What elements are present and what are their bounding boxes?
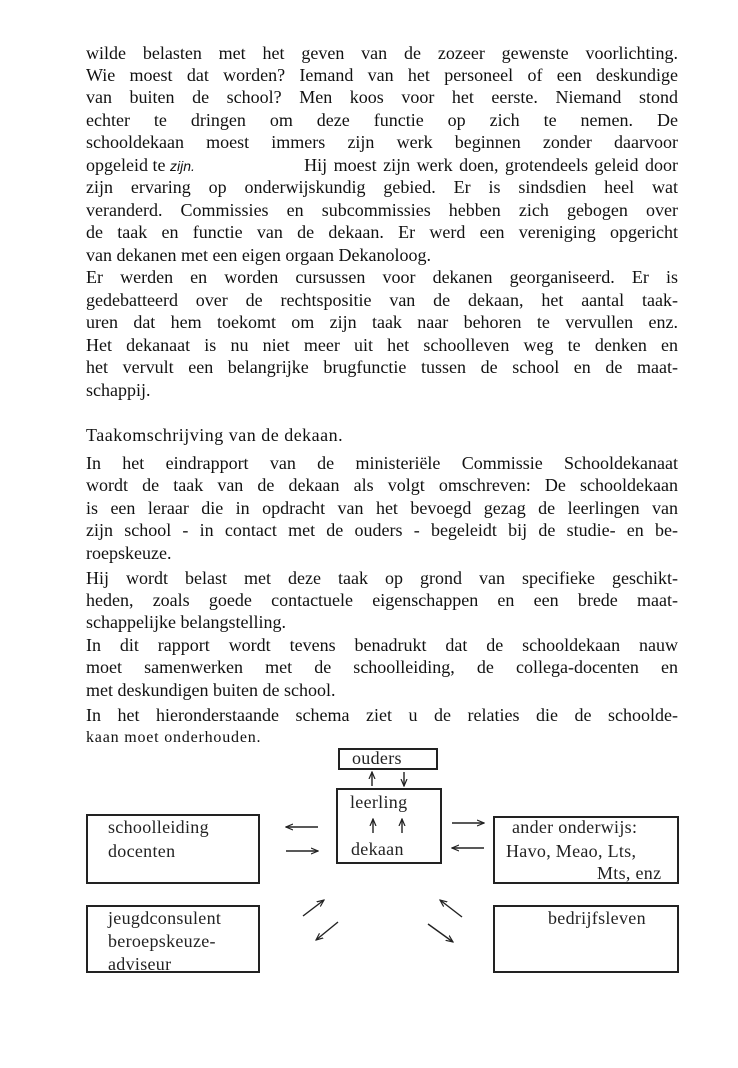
- beroepskeuze-label: beroepskeuze-: [108, 931, 216, 951]
- text-line: is een leraar die in opdracht van het bevoegd gezag de leerlingen van: [86, 498, 678, 518]
- text-line: heden, zoals goede contactuele eigenschappen en een brede maat-: [86, 590, 678, 610]
- text-line: uren dat hem toekomt om zijn taak naar behoren te vervullen enz.: [86, 312, 678, 332]
- text-line: echter te dringen om deze functie op zich te nemen. De: [86, 110, 678, 130]
- section-heading: Taakomschrijving van de dekaan.: [86, 425, 344, 445]
- adviseur-label: adviseur: [108, 954, 172, 971]
- text-line: Het dekanaat is nu niet meer uit het schoolleven weg te denken en: [86, 335, 678, 355]
- text-line: Hij wordt belast met deze taak op grond van specifieke geschikt-: [86, 568, 678, 588]
- arrow-diagonal-icon: [316, 922, 338, 940]
- text-line: moet samenwerken met de schoolleiding, de collega-docenten en: [86, 657, 678, 677]
- text-line: de taak en functie van de dekaan. Er werd een vereniging opgericht: [86, 222, 678, 242]
- bedrijfsleven-label: bedrijfsleven: [548, 908, 646, 928]
- jeugdconsulent-label: jeugdconsulent: [108, 908, 222, 928]
- text-line: wordt de taak van de dekaan als volgt omschreven: De schooldekaan: [86, 475, 678, 495]
- arrow-diagonal-icon: [303, 900, 324, 916]
- dekaan-label: dekaan: [351, 839, 404, 859]
- text-line: roepskeuze.: [86, 543, 172, 563]
- italic-word: zijn.: [169, 158, 195, 174]
- text-line: van dekanen met een eigen orgaan Dekanoloog.: [86, 245, 432, 265]
- leerling-label: leerling: [350, 792, 408, 812]
- text-line: schooldekaan moest immers zijn werk beginnen zonder daarvoor: [86, 132, 678, 152]
- arrow-diagonal-icon: [428, 924, 453, 942]
- text-line: zijn ervaring op onderwijskundig gebied. Er is sindsdien heel wat: [86, 177, 678, 197]
- text-line: wilde belasten met het geven van de zozeer gewenste voorlichting.: [86, 43, 678, 63]
- text-line: kaan moet onderhouden.: [86, 729, 262, 746]
- text-fragment: opgeleid te: [86, 155, 170, 175]
- ander-onderwijs-label: ander onderwijs:: [512, 817, 638, 837]
- text-line: Er werden en worden cursussen voor dekanen georganiseerd. Er is: [86, 267, 678, 287]
- text-line: schappelijke belangstelling.: [86, 612, 286, 632]
- text-line: van buiten de school? Men koos voor het eerste. Niemand stond: [86, 87, 678, 107]
- mts-enz-label: Mts, enz: [597, 863, 662, 883]
- ouders-label: ouders: [352, 748, 402, 768]
- arrow-diagonal-icon: [440, 900, 462, 917]
- text-line: In dit rapport wordt tevens benadrukt dat de schooldekaan nauw: [86, 635, 678, 655]
- text-line: met deskundigen buiten de school.: [86, 680, 336, 700]
- text-fragment: Hij moest zijn werk doen, grotendeels geleid door: [304, 155, 678, 175]
- text-line: zijn school - in contact met de ouders - begeleidt bij de studie- en be-: [86, 520, 678, 540]
- text-line: In het hieronderstaande schema ziet u de relaties die de schoolde-: [86, 705, 678, 725]
- text-line: veranderd. Commissies en subcommissies hebben zich gebogen over: [86, 200, 678, 220]
- text-line: Wie moest dat worden? Iemand van het personeel of een deskundige: [86, 65, 678, 85]
- schoolleiding-label: schoolleiding: [108, 817, 209, 837]
- docenten-label: docenten: [108, 841, 176, 861]
- text-line: In het eindrapport van de ministeriële Commissie Schooldekanaat: [86, 453, 678, 473]
- text-line: gedebatteerd over de rechtspositie van de dekaan, het aantal taak-: [86, 290, 678, 310]
- havo-meao-lts-label: Havo, Meao, Lts,: [506, 841, 637, 861]
- text-line: schappij.: [86, 380, 151, 400]
- text-line: het vervult een belangrijke brugfunctie tussen de school en de maat-: [86, 357, 678, 377]
